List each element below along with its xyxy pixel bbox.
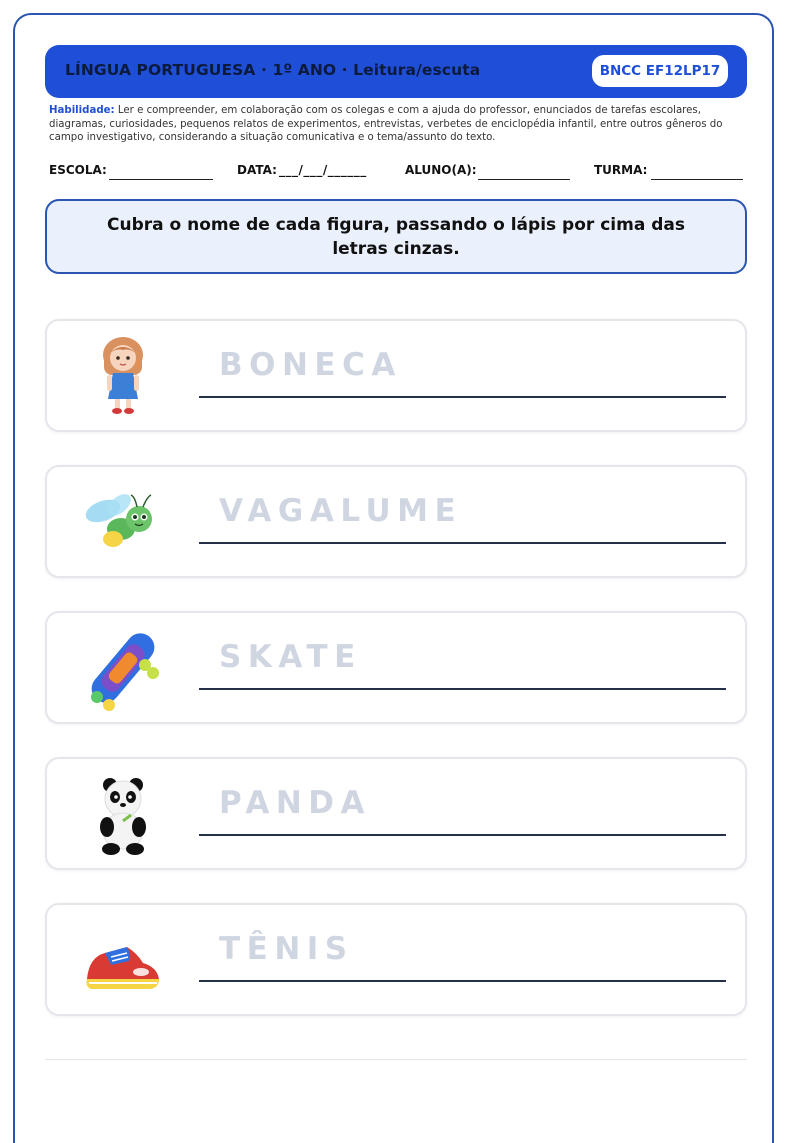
skill-text: Ler e compreender, em colaboração com os colegas e com a ajuda do professor, enunciados de tarefas escolares, diagramas, curiosidades, pequenos relatos de experimentos, entrevistas, verbetes de enciclopédia infantil, entre outros gêneros do campo investigativo, considerando a situação comunicativa e o tema/assunto do texto.	[49, 105, 723, 143]
word-card-panda	[45, 757, 747, 870]
school-field[interactable]	[109, 179, 213, 180]
writing-line[interactable]	[199, 542, 726, 544]
skill-label: Habilidade:	[49, 105, 115, 116]
trace-word: BONECA	[219, 347, 402, 383]
bncc-badge: BNCC EF12LP17	[592, 55, 728, 87]
student-field[interactable]	[478, 179, 570, 180]
word-card-skate	[45, 611, 747, 724]
writing-line[interactable]	[199, 980, 726, 982]
trace-word: TÊNIS	[219, 931, 354, 967]
panda-icon	[83, 771, 163, 857]
word-card-vagalume	[45, 465, 747, 578]
school-label: ESCOLA:	[49, 163, 107, 177]
writing-line[interactable]	[199, 834, 726, 836]
trace-word: VAGALUME	[219, 493, 463, 529]
date-field[interactable]: ___/___/______	[279, 163, 367, 177]
student-info-fields	[49, 160, 749, 184]
skateboard-icon	[83, 625, 163, 711]
header-bar	[45, 45, 747, 98]
writing-line[interactable]	[199, 396, 726, 398]
firefly-icon	[83, 479, 163, 565]
header-title: LÍNGUA PORTUGUESA · 1º ANO · Leitura/escuta	[65, 61, 481, 79]
word-card-tenis	[45, 903, 747, 1016]
skill-description	[49, 104, 744, 145]
trace-word: SKATE	[219, 639, 362, 675]
student-label: ALUNO(A):	[405, 163, 477, 177]
trace-word: PANDA	[219, 785, 372, 821]
word-card-boneca	[45, 319, 747, 432]
class-label: TURMA:	[594, 163, 648, 177]
sneaker-icon	[83, 917, 163, 1003]
doll-icon	[83, 333, 163, 419]
writing-line[interactable]	[199, 688, 726, 690]
date-label: DATA:	[237, 163, 277, 177]
instruction-box	[45, 199, 747, 274]
class-field[interactable]	[651, 179, 743, 180]
instruction-text: Cubra o nome de cada figura, passando o lápis por cima das letras cinzas.	[107, 214, 685, 259]
footer-divider	[45, 1059, 747, 1060]
